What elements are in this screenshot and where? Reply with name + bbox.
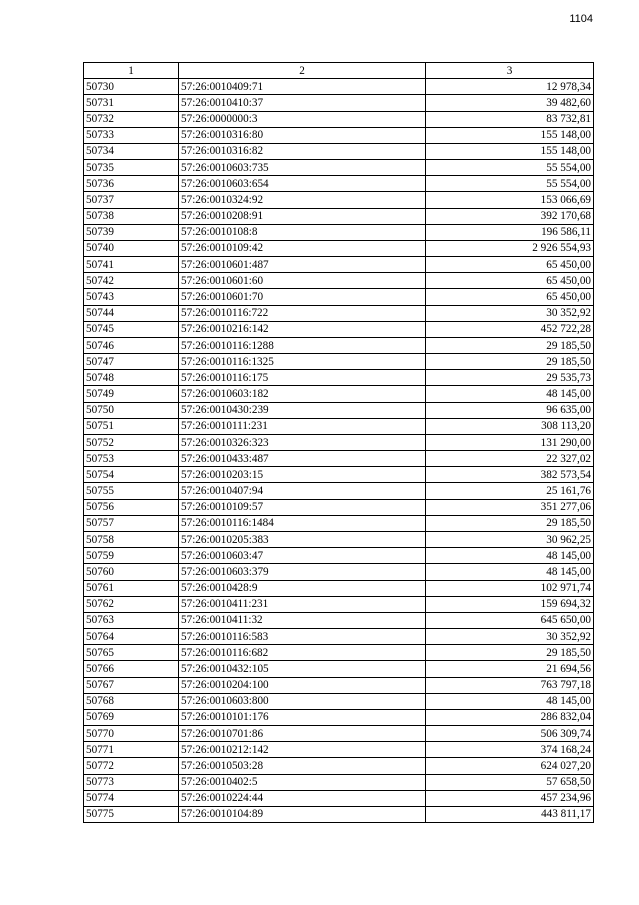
row-number-cell: 50741 <box>84 257 179 273</box>
cadastral-number-cell: 57:26:0010601:60 <box>179 273 426 289</box>
header-row <box>84 63 594 79</box>
cadastral-number-cell: 57:26:0010116:1484 <box>179 515 426 531</box>
amount-cell: 457 234,96 <box>426 790 594 806</box>
amount-cell: 29 185,50 <box>426 645 594 661</box>
amount-cell: 155 148,00 <box>426 143 594 159</box>
amount-cell: 48 145,00 <box>426 693 594 709</box>
cadastral-number-cell: 57:26:0010430:239 <box>179 402 426 418</box>
cadastral-number-cell: 57:26:0010224:44 <box>179 790 426 806</box>
amount-cell: 506 309,74 <box>426 726 594 742</box>
column-header-2: 2 <box>179 63 426 79</box>
row-number-cell: 50747 <box>84 354 179 370</box>
table-row <box>84 337 594 353</box>
table-row <box>84 580 594 596</box>
row-number-cell: 50763 <box>84 612 179 628</box>
cadastral-number-cell: 57:26:0010410:37 <box>179 95 426 111</box>
table-row <box>84 612 594 628</box>
table-row <box>84 160 594 176</box>
table-header <box>84 63 594 79</box>
cadastral-number-cell: 57:26:0010601:70 <box>179 289 426 305</box>
row-number-cell: 50775 <box>84 806 179 822</box>
table-row <box>84 709 594 725</box>
cadastral-number-cell: 57:26:0010104:89 <box>179 806 426 822</box>
row-number-cell: 50765 <box>84 645 179 661</box>
amount-cell: 48 145,00 <box>426 386 594 402</box>
table-row <box>84 127 594 143</box>
amount-cell: 374 168,24 <box>426 742 594 758</box>
row-number-cell: 50737 <box>84 192 179 208</box>
amount-cell: 351 277,06 <box>426 499 594 515</box>
row-number-cell: 50761 <box>84 580 179 596</box>
table-row <box>84 95 594 111</box>
registry-table <box>83 62 594 823</box>
cadastral-number-cell: 57:26:0010603:379 <box>179 564 426 580</box>
table-row <box>84 758 594 774</box>
amount-cell: 30 962,25 <box>426 531 594 547</box>
row-number-cell: 50766 <box>84 661 179 677</box>
table-row <box>84 192 594 208</box>
amount-cell: 624 027,20 <box>426 758 594 774</box>
row-number-cell: 50764 <box>84 629 179 645</box>
amount-cell: 22 327,02 <box>426 451 594 467</box>
table-row <box>84 370 594 386</box>
cadastral-number-cell: 57:26:0010316:82 <box>179 143 426 159</box>
cadastral-number-cell: 57:26:0010203:15 <box>179 467 426 483</box>
cadastral-number-cell: 57:26:0010503:28 <box>179 758 426 774</box>
cadastral-number-cell: 57:26:0010701:86 <box>179 726 426 742</box>
table-row <box>84 645 594 661</box>
table-row <box>84 79 594 95</box>
row-number-cell: 50760 <box>84 564 179 580</box>
cadastral-number-cell: 57:26:0010603:735 <box>179 160 426 176</box>
cadastral-number-cell: 57:26:0010108:8 <box>179 224 426 240</box>
amount-cell: 57 658,50 <box>426 774 594 790</box>
row-number-cell: 50754 <box>84 467 179 483</box>
table-row <box>84 143 594 159</box>
table-row <box>84 111 594 127</box>
cadastral-number-cell: 57:26:0010212:142 <box>179 742 426 758</box>
page-number: 1104 <box>569 13 593 25</box>
amount-cell: 29 185,50 <box>426 354 594 370</box>
row-number-cell: 50753 <box>84 451 179 467</box>
cadastral-number-cell: 57:26:0010111:231 <box>179 418 426 434</box>
cadastral-number-cell: 57:26:0010109:57 <box>179 499 426 515</box>
amount-cell: 159 694,32 <box>426 596 594 612</box>
amount-cell: 65 450,00 <box>426 273 594 289</box>
table-row <box>84 661 594 677</box>
row-number-cell: 50771 <box>84 742 179 758</box>
cadastral-number-cell: 57:26:0010433:487 <box>179 451 426 467</box>
table-row <box>84 596 594 612</box>
cadastral-number-cell: 57:26:0010411:231 <box>179 596 426 612</box>
cadastral-number-cell: 57:26:0010116:583 <box>179 629 426 645</box>
table-row <box>84 629 594 645</box>
table-row <box>84 321 594 337</box>
cadastral-number-cell: 57:26:0010603:47 <box>179 548 426 564</box>
amount-cell: 65 450,00 <box>426 289 594 305</box>
table-row <box>84 289 594 305</box>
table-row <box>84 354 594 370</box>
table-row <box>84 467 594 483</box>
table-row <box>84 305 594 321</box>
cadastral-number-cell: 57:26:0010116:682 <box>179 645 426 661</box>
cadastral-number-cell: 57:26:0010208:91 <box>179 208 426 224</box>
table-row <box>84 531 594 547</box>
table-row <box>84 224 594 240</box>
amount-cell: 83 732,81 <box>426 111 594 127</box>
amount-cell: 29 185,50 <box>426 337 594 353</box>
amount-cell: 30 352,92 <box>426 305 594 321</box>
amount-cell: 153 066,69 <box>426 192 594 208</box>
cadastral-number-cell: 57:26:0010116:175 <box>179 370 426 386</box>
row-number-cell: 50738 <box>84 208 179 224</box>
amount-cell: 763 797,18 <box>426 677 594 693</box>
row-number-cell: 50731 <box>84 95 179 111</box>
table-row <box>84 548 594 564</box>
row-number-cell: 50768 <box>84 693 179 709</box>
table-row <box>84 418 594 434</box>
cadastral-number-cell: 57:26:0010324:92 <box>179 192 426 208</box>
row-number-cell: 50758 <box>84 531 179 547</box>
amount-cell: 48 145,00 <box>426 548 594 564</box>
row-number-cell: 50762 <box>84 596 179 612</box>
table-row <box>84 257 594 273</box>
table-row <box>84 208 594 224</box>
row-number-cell: 50755 <box>84 483 179 499</box>
table-row <box>84 451 594 467</box>
row-number-cell: 50744 <box>84 305 179 321</box>
amount-cell: 21 694,56 <box>426 661 594 677</box>
amount-cell: 55 554,00 <box>426 160 594 176</box>
table-row <box>84 483 594 499</box>
row-number-cell: 50751 <box>84 418 179 434</box>
row-number-cell: 50769 <box>84 709 179 725</box>
table-row <box>84 693 594 709</box>
row-number-cell: 50756 <box>84 499 179 515</box>
table-row <box>84 564 594 580</box>
row-number-cell: 50746 <box>84 337 179 353</box>
row-number-cell: 50735 <box>84 160 179 176</box>
amount-cell: 102 971,74 <box>426 580 594 596</box>
cadastral-number-cell: 57:26:0010407:94 <box>179 483 426 499</box>
row-number-cell: 50734 <box>84 143 179 159</box>
row-number-cell: 50759 <box>84 548 179 564</box>
row-number-cell: 50730 <box>84 79 179 95</box>
amount-cell: 308 113,20 <box>426 418 594 434</box>
amount-cell: 48 145,00 <box>426 564 594 580</box>
cadastral-number-cell: 57:26:0010409:71 <box>179 79 426 95</box>
row-number-cell: 50740 <box>84 240 179 256</box>
cadastral-number-cell: 57:26:0010216:142 <box>179 321 426 337</box>
row-number-cell: 50743 <box>84 289 179 305</box>
row-number-cell: 50774 <box>84 790 179 806</box>
amount-cell: 65 450,00 <box>426 257 594 273</box>
cadastral-number-cell: 57:26:0010204:100 <box>179 677 426 693</box>
row-number-cell: 50748 <box>84 370 179 386</box>
cadastral-number-cell: 57:26:0010116:1288 <box>179 337 426 353</box>
amount-cell: 645 650,00 <box>426 612 594 628</box>
amount-cell: 30 352,92 <box>426 629 594 645</box>
row-number-cell: 50773 <box>84 774 179 790</box>
cadastral-number-cell: 57:26:0010411:32 <box>179 612 426 628</box>
cadastral-number-cell: 57:26:0010116:1325 <box>179 354 426 370</box>
amount-cell: 196 586,11 <box>426 224 594 240</box>
table-row <box>84 742 594 758</box>
cadastral-number-cell: 57:26:0010316:80 <box>179 127 426 143</box>
row-number-cell: 50750 <box>84 402 179 418</box>
amount-cell: 25 161,76 <box>426 483 594 499</box>
table-row <box>84 726 594 742</box>
amount-cell: 96 635,00 <box>426 402 594 418</box>
cadastral-number-cell: 57:26:0000000:3 <box>179 111 426 127</box>
cadastral-number-cell: 57:26:0010603:800 <box>179 693 426 709</box>
cadastral-number-cell: 57:26:0010101:176 <box>179 709 426 725</box>
table-row <box>84 677 594 693</box>
amount-cell: 443 811,17 <box>426 806 594 822</box>
table-row <box>84 434 594 450</box>
table-row <box>84 402 594 418</box>
table-body <box>84 79 594 823</box>
cadastral-number-cell: 57:26:0010402:5 <box>179 774 426 790</box>
table-row <box>84 806 594 822</box>
row-number-cell: 50772 <box>84 758 179 774</box>
cadastral-number-cell: 57:26:0010109:42 <box>179 240 426 256</box>
table-row <box>84 499 594 515</box>
table-row <box>84 774 594 790</box>
table-row <box>84 515 594 531</box>
table-row <box>84 273 594 289</box>
amount-cell: 12 978,34 <box>426 79 594 95</box>
amount-cell: 155 148,00 <box>426 127 594 143</box>
row-number-cell: 50736 <box>84 176 179 192</box>
column-header-1: 1 <box>84 63 179 79</box>
row-number-cell: 50745 <box>84 321 179 337</box>
table-row <box>84 790 594 806</box>
amount-cell: 55 554,00 <box>426 176 594 192</box>
amount-cell: 2 926 554,93 <box>426 240 594 256</box>
row-number-cell: 50770 <box>84 726 179 742</box>
amount-cell: 452 722,28 <box>426 321 594 337</box>
amount-cell: 29 535,73 <box>426 370 594 386</box>
cadastral-number-cell: 57:26:0010432:105 <box>179 661 426 677</box>
table-row <box>84 240 594 256</box>
row-number-cell: 50767 <box>84 677 179 693</box>
cadastral-number-cell: 57:26:0010603:182 <box>179 386 426 402</box>
cadastral-number-cell: 57:26:0010205:383 <box>179 531 426 547</box>
amount-cell: 131 290,00 <box>426 434 594 450</box>
amount-cell: 392 170,68 <box>426 208 594 224</box>
row-number-cell: 50752 <box>84 434 179 450</box>
cadastral-number-cell: 57:26:0010326:323 <box>179 434 426 450</box>
row-number-cell: 50732 <box>84 111 179 127</box>
cadastral-number-cell: 57:26:0010428:9 <box>179 580 426 596</box>
amount-cell: 29 185,50 <box>426 515 594 531</box>
cadastral-number-cell: 57:26:0010601:487 <box>179 257 426 273</box>
row-number-cell: 50757 <box>84 515 179 531</box>
amount-cell: 382 573,54 <box>426 467 594 483</box>
row-number-cell: 50739 <box>84 224 179 240</box>
row-number-cell: 50733 <box>84 127 179 143</box>
amount-cell: 286 832,04 <box>426 709 594 725</box>
cadastral-number-cell: 57:26:0010603:654 <box>179 176 426 192</box>
column-header-3: 3 <box>426 63 594 79</box>
row-number-cell: 50749 <box>84 386 179 402</box>
row-number-cell: 50742 <box>84 273 179 289</box>
table-row <box>84 176 594 192</box>
table-row <box>84 386 594 402</box>
cadastral-number-cell: 57:26:0010116:722 <box>179 305 426 321</box>
amount-cell: 39 482,60 <box>426 95 594 111</box>
